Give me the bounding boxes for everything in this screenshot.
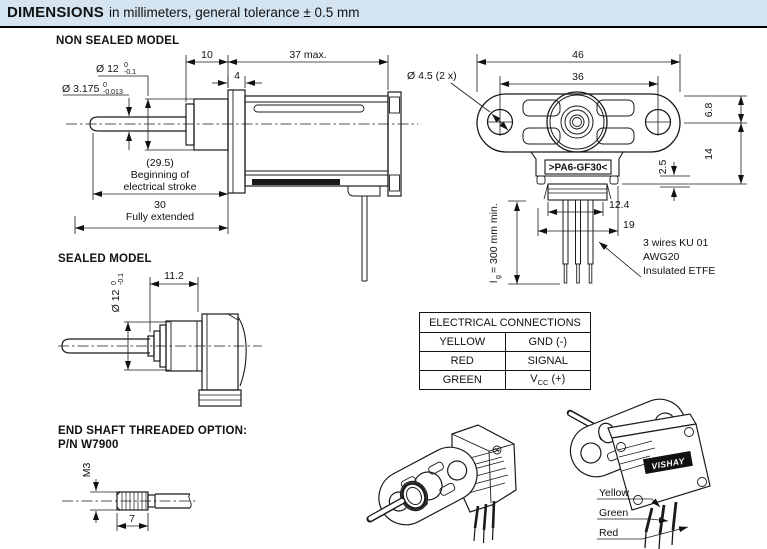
wire-label-yellow: Yellow [599,487,629,499]
wires [563,200,593,283]
iso-view-front [369,425,516,543]
wires-note-line1: 3 wires KU 01 [643,237,709,249]
wire-color-cell: GREEN [420,371,506,390]
lead-wire [362,196,367,281]
wire-function-cell: $V_{CC}$ (+) [505,371,591,390]
section-heading-sealed: SEALED MODEL [58,253,152,265]
wire-label-red: Red [599,527,619,539]
dim-112-label: 11.2 [164,270,184,282]
material-label: >PA6-GF30< [548,162,608,174]
dim-dia3175-tol-lower: -0.013 [103,89,123,96]
dim-25-label: 2.5 [657,159,669,175]
end-shaft-heading-line1: END SHAFT THREADED OPTION: [58,425,248,437]
dim-dia3175-label: Ø 3.175 [62,83,100,95]
section-heading-non-sealed: NON SEALED MODEL [56,35,180,47]
wire-function-cell: GND (-) [505,333,591,352]
end-shaft-drawing [62,463,198,531]
end-shaft-dimensions [90,479,148,531]
dim-30-note: Fully extended [125,211,195,223]
dim-dia3175-tol-upper: 0 [103,82,107,89]
wire-color-cell: YELLOW [420,333,506,352]
page-subtitle: in millimeters, general tolerance ± 0.5 mm [109,5,360,20]
svg-text:VISHAY: VISHAY [650,455,686,472]
dim-dia12-tol-upper: 0 [124,62,128,69]
dim-30-label: 30 [154,199,166,211]
table-row [420,371,591,390]
dim-sealed-dia12-label [110,273,125,313]
wires-note-line2: AWG20 [643,251,680,263]
iso-view-rear [563,391,710,549]
svg-text:Ø 12: Ø 12 [110,289,122,313]
dim-7-label: 7 [129,513,135,525]
dim-68-label: 6.8 [703,102,715,118]
dim-dia12-label: Ø 12 [96,63,119,75]
dim-14-label: 14 [703,148,715,160]
table-header-row [420,313,591,333]
dim-10-label: 10 [201,49,213,61]
sealed-dimensions [124,277,198,370]
dim-dia45-label: Ø 4.5 (2 x) [407,70,457,82]
svg-text:g: g [495,275,502,279]
dim-295-note2: electrical stroke [123,181,197,193]
table-row [420,352,591,371]
page-title: DIMENSIONS [7,4,105,21]
wires-note-line3: Insulated ETFE [643,265,716,277]
section-heading-end-shaft [58,424,247,452]
dim-36-label: 36 [572,71,584,83]
non-sealed-drawing [62,49,418,281]
dim-295-label: (29.5) [146,157,174,169]
svg-text:0: 0 [111,281,118,285]
svg-text:= 300 mm min.: = 300 mm min. [488,203,500,273]
table-title: ELECTRICAL CONNECTIONS [420,313,591,333]
dim-lg-label [488,203,502,283]
flange-front-view [407,49,747,284]
wire-color-cell: RED [420,352,506,371]
electrical-connections-table [419,312,591,390]
svg-text:l: l [488,280,500,283]
end-shaft-heading-line2: P/N W7900 [58,439,119,451]
dim-4-label: 4 [234,70,240,82]
dim-dia12-tol-lower: -0.1 [124,69,137,76]
wire-label-green: Green [599,507,629,519]
dim-37max-label: 37 max. [289,49,327,61]
table-row [420,333,591,352]
dim-295-note1: Beginning of [130,169,190,181]
sealed-model-drawing [58,270,262,406]
svg-text:-0.1: -0.1 [118,272,125,285]
wire-function-cell: SIGNAL [505,352,591,371]
dim-m3-label: M3 [81,462,93,478]
non-sealed-dimensions [63,55,388,234]
dim-46-label: 46 [572,49,584,61]
dim-19-label: 19 [623,219,635,231]
dim-124-label: 12.4 [609,199,630,211]
